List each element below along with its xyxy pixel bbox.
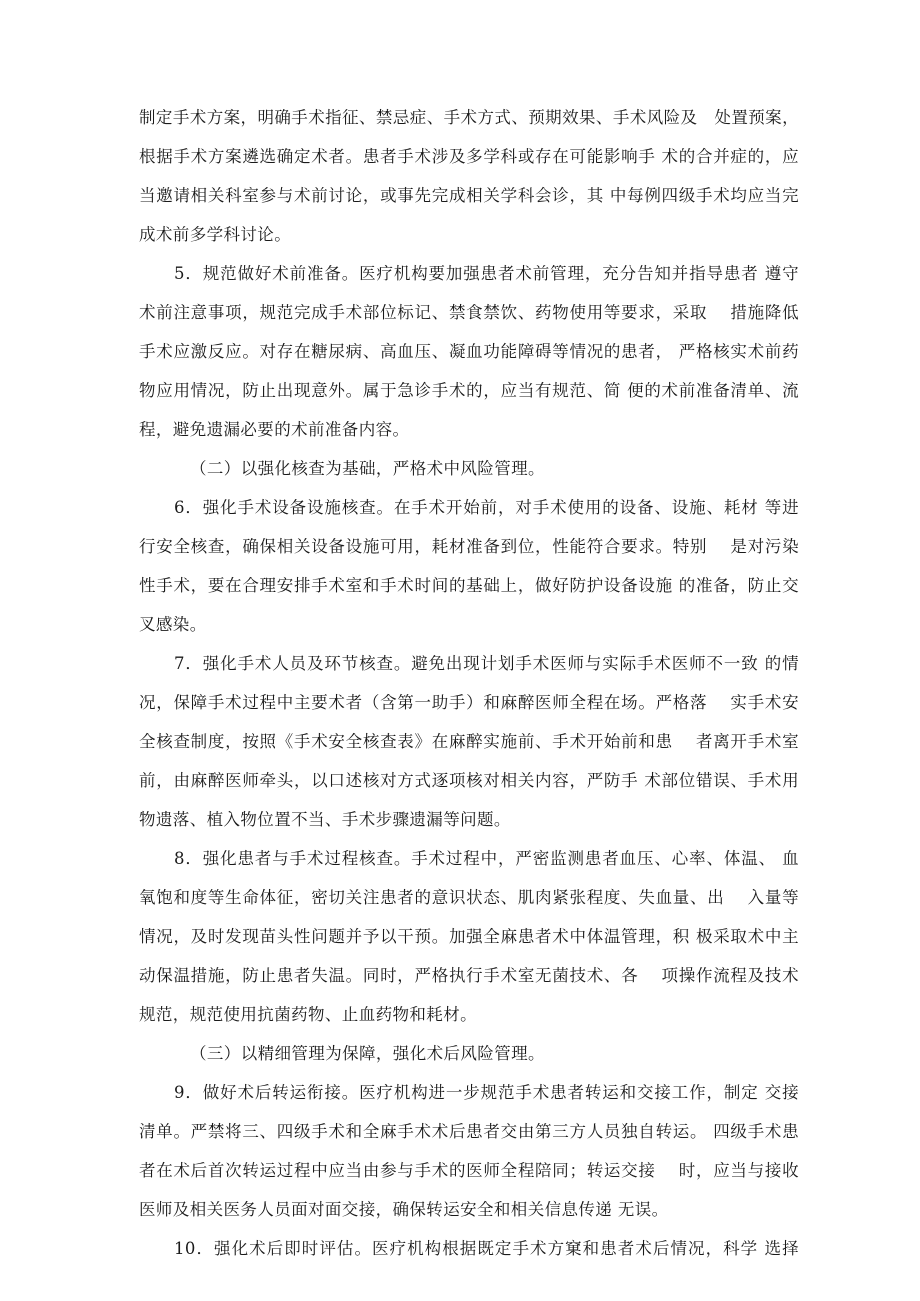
paragraph-line: 10．强化术后即时评估。医疗机构根据既定手术方窠和患者术后情况，科学 选择 bbox=[174, 1239, 799, 1258]
paragraph-line: 前，由麻醉医师牵头，以口述核对方式逐项核对相关内容，严防手 术部位错误、手术用 bbox=[139, 771, 799, 790]
paragraph-line: 6．强化手术设备设施核查。在手术开始前，对手术使用的设备、设施、耗材 等进 bbox=[174, 498, 799, 517]
paragraph-line: 9．做好术后转运衔接。医疗机构进一步规范手术患者转运和交接工作，制定 交接 bbox=[174, 1083, 799, 1102]
paragraph-line: 情况，及时发现苗头性问题并予以干预。加强全麻患者术中体温管理，积 极采取术中主 bbox=[139, 927, 799, 946]
paragraph-line: 叉感染。 bbox=[139, 615, 207, 634]
paragraph-line: 清单。严禁将三、四级手术和全麻手术术后患者交由第三方人员独自转运。 四级手术患 bbox=[139, 1122, 799, 1141]
paragraph-line: 5．规范做好术前准备。医疗机构要加强患者术前管理，充分告知并指导患者 遵守 bbox=[174, 264, 799, 283]
paragraph-line: 术前注意事项，规范完成手术部位标记、禁食禁饮、药物使用等要求，采取 措施降低 bbox=[139, 303, 799, 322]
paragraph-line: 物应用情况，防止出现意外。属于急诊手术的，应当有规范、简 便的术前准备清单、流 bbox=[139, 381, 799, 400]
paragraph-line: 程，避免遗漏必要的术前准备内容。 bbox=[139, 420, 410, 439]
section-heading: （二）以强化核查为基础，严格术中风险管理。 bbox=[190, 459, 545, 478]
paragraph-line: 当邀请相关科室参与术前讨论，或事先完成相关学科会诊，其 中每例四级手术均应当完 bbox=[139, 186, 799, 205]
section-heading: （三）以精细管理为保障，强化术后风险管理。 bbox=[190, 1044, 545, 1063]
paragraph-line: 根据手术方案遴选确定术者。患者手术涉及多学科或存在可能影响手 术的合并症的，应 bbox=[139, 147, 799, 166]
paragraph-line: 况，保障手术过程中主要术者（含第一助手）和麻醉医师全程在场。严格落 实手术安 bbox=[139, 693, 799, 712]
paragraph-line: 规范，规范使用抗菌药物、止血药物和耗材。 bbox=[139, 1005, 477, 1024]
paragraph-line: 医师及相关医务人员面对面交接，确保转运安全和相关信息传递 无误。 bbox=[139, 1200, 669, 1219]
paragraph-line: 制定手术方案，明确手术指征、禁忌症、手术方式、预期效果、手术风险及 处置预案， bbox=[139, 108, 799, 127]
paragraph-line: 全核查制度，按照《手术安全核查表》在麻醉实施前、手术开始前和患 者离开手术室 bbox=[139, 732, 799, 751]
paragraph-line: 行安全核查，确保相关设备设施可用，耗材准备到位，性能符合要求。特别 是对污染 bbox=[139, 537, 799, 556]
paragraph-line: 手术应激反应。对存在糖尿病、高血压、凝血功能障碍等情况的患者， 严格核实术前药 bbox=[139, 342, 799, 361]
paragraph-line: 性手术，要在合理安排手术室和手术时间的基础上，做好防护设备设施 的准备，防止交 bbox=[139, 576, 799, 595]
paragraph-line: 成术前多学科讨论。 bbox=[139, 225, 292, 244]
paragraph-line: 动保温措施，防止患者失温。同时，严格执行手术室无菌技术、各 项操作流程及技术 bbox=[139, 966, 799, 985]
paragraph-line: 8．强化患者与手术过程核查。手术过程中，严密监测患者血压、心率、体温、 血 bbox=[174, 849, 799, 868]
paragraph-line: 物遗落、植入物位置不当、手术步骤遗漏等问题。 bbox=[139, 810, 511, 829]
paragraph-line: 7．强化手术人员及环节核查。避免出现计划手术医师与实际手术医师不一致 的情 bbox=[174, 654, 799, 673]
paragraph-line: 者在术后首次转运过程中应当由参与手术的医师全程陪同；转运交接 时，应当与接收 bbox=[139, 1161, 799, 1180]
paragraph-line: 氧饱和度等生命体征，密切关注患者的意识状态、肌肉紧张程度、失血量、出 入量等 bbox=[139, 888, 799, 907]
